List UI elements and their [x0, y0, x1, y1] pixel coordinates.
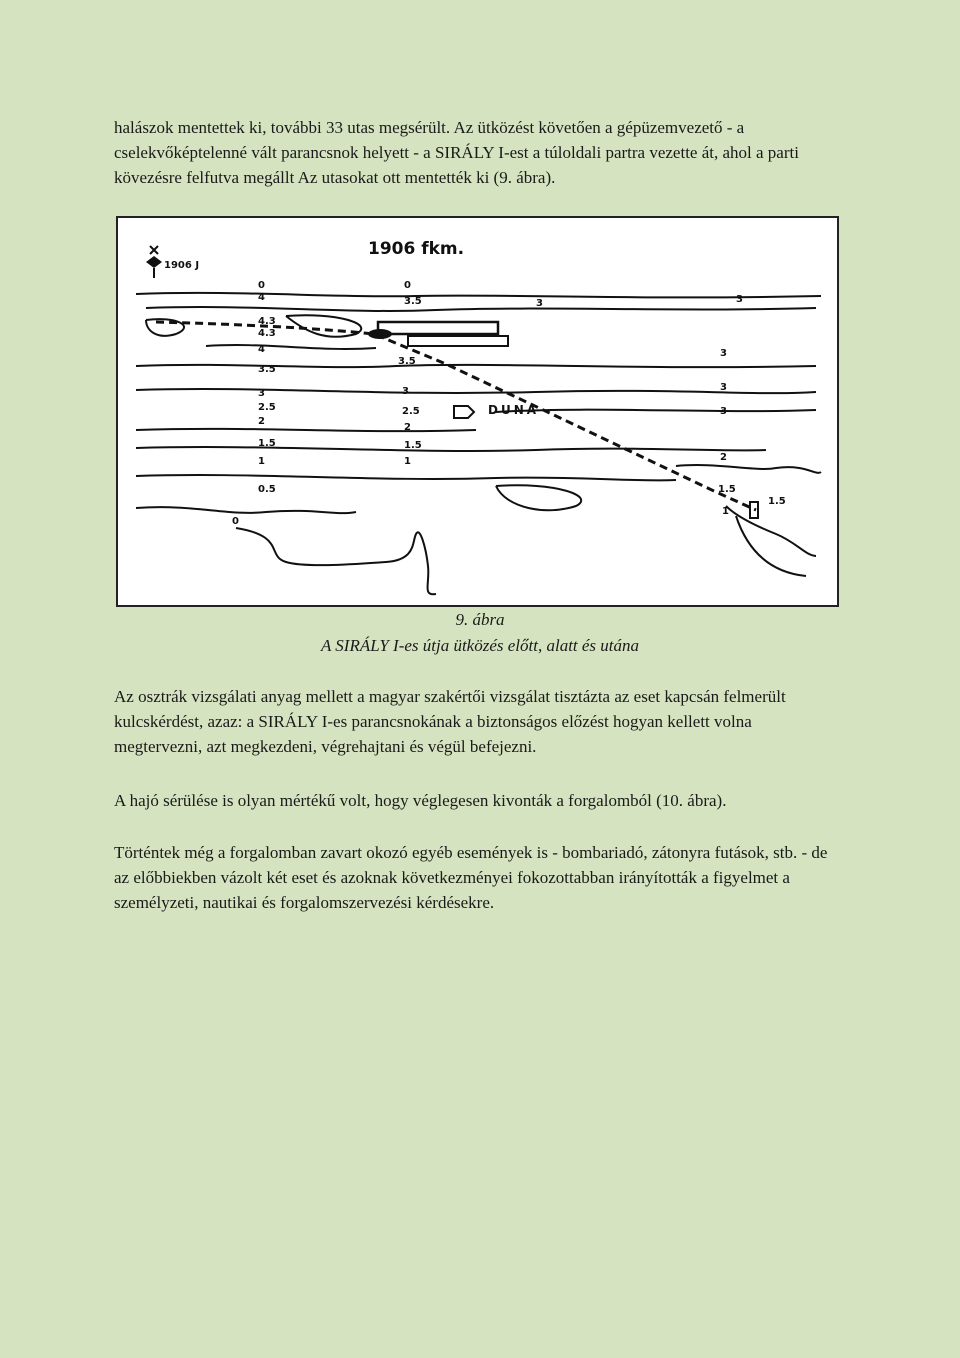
ship-outline	[368, 322, 508, 346]
svg-text:1.5: 1.5	[718, 484, 736, 495]
svg-text:4.3: 4.3	[258, 328, 276, 339]
svg-text:0: 0	[232, 516, 239, 527]
svg-text:3: 3	[720, 406, 727, 417]
ship-course-line	[156, 322, 756, 510]
figure-caption-number: 9. ábra	[455, 610, 505, 629]
flow-arrow-icon	[454, 406, 474, 418]
river-map-drawing	[116, 216, 839, 607]
svg-text:3: 3	[402, 386, 409, 397]
svg-text:3: 3	[736, 294, 743, 305]
svg-text:3: 3	[258, 388, 265, 399]
svg-text:1: 1	[258, 456, 265, 467]
svg-text:4: 4	[258, 292, 265, 303]
svg-text:0.5: 0.5	[258, 484, 276, 495]
paragraph-other-events: Történtek még a forgalomban zavart okozó egyéb események is - bombariadó, zátonyra futások, stb. - de az előbbiekben vázolt két eset és azoknak következményei fokozottabban irányították a figyelmet a személyzeti, nautikai és forgalomszervezési kérdésekre.	[114, 843, 828, 912]
paragraph-damage: A hajó sérülése is olyan mértékű volt, hogy véglegesen kivonták a forgalomból (10. ábra).	[114, 791, 727, 810]
contour-lines	[136, 293, 821, 594]
svg-text:1.5: 1.5	[404, 440, 422, 451]
svg-text:2: 2	[720, 452, 727, 463]
svg-text:1.5: 1.5	[258, 438, 276, 449]
svg-text:1: 1	[404, 456, 411, 467]
svg-text:3: 3	[536, 298, 543, 309]
svg-text:0: 0	[404, 280, 411, 291]
paragraph-investigation: Az osztrák vizsgálati anyag mellett a magyar szakértői vizsgálat tisztázta az eset kapcsán felmerült kulcskérdést, azaz: a SIRÁLY I-es parancsnokának a biztonságos előzést hogyan kellett volna megtervezni, azt megkezdeni, végrehajtani és végül befejezni.	[114, 687, 786, 756]
km-marker-icon	[146, 246, 162, 278]
depth-labels-right	[536, 294, 786, 517]
river-map-figure	[116, 216, 839, 607]
svg-text:2.5: 2.5	[402, 406, 420, 417]
svg-text:2: 2	[404, 422, 411, 433]
depth-labels-left	[232, 280, 276, 527]
km-marker-label: 1906 J	[164, 260, 200, 271]
svg-text:4.3: 4.3	[258, 316, 276, 327]
svg-text:1.5: 1.5	[768, 496, 786, 507]
figure-caption-title: A SIRÁLY I-es útja ütközés előtt, alatt és utána	[320, 636, 640, 655]
svg-text:3: 3	[720, 382, 727, 393]
svg-text:3: 3	[720, 348, 727, 359]
map-heading: 1906 fkm.	[368, 239, 465, 259]
svg-text:1: 1	[722, 506, 729, 517]
river-label: DUNA	[488, 403, 540, 417]
depth-labels-middle	[398, 280, 422, 467]
svg-text:2.5: 2.5	[258, 402, 276, 413]
svg-text:4: 4	[258, 344, 265, 355]
svg-text:2: 2	[258, 416, 265, 427]
svg-text:3.5: 3.5	[258, 364, 276, 375]
paragraph-intro: halászok mentettek ki, további 33 utas megsérült. Az ütközést követően a gépüzemvezető - a cselekvőképtelenné vált parancsnok helyett - a SIRÁLY I-est a túloldali partra vezette át, ahol a parti kövezésre felfutva megállt Az utasokat ott mentették ki (9. ábra).	[114, 118, 799, 187]
svg-text:3.5: 3.5	[404, 296, 422, 307]
svg-text:3.5: 3.5	[398, 356, 416, 367]
svg-text:0: 0	[258, 280, 265, 291]
